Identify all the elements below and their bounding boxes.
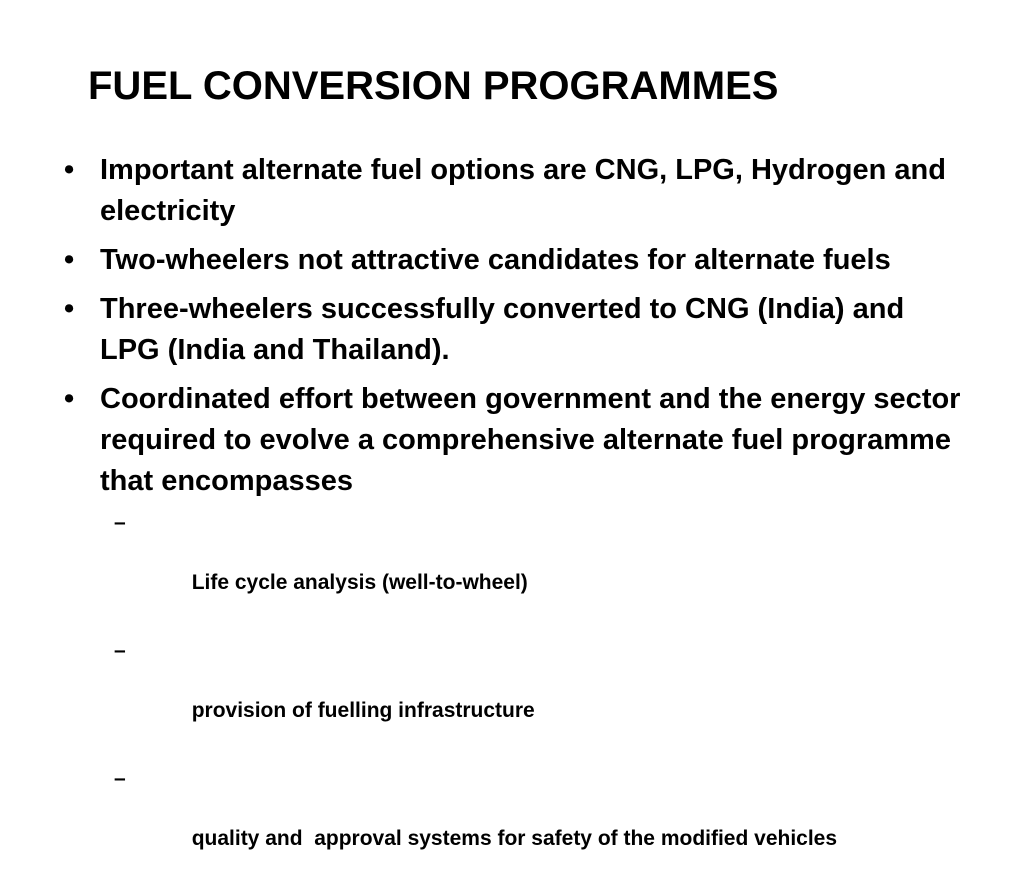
bullet-text: Important alternate fuel options are CNG, LPG, Hydrogen and electricity (100, 154, 946, 227)
sub-bullet-text: Life cycle analysis (well-to-wheel) (191, 571, 528, 594)
sub-bullet-marker: – (114, 639, 126, 662)
sub-bullet-list (62, 508, 962, 884)
bullet-marker: • (64, 383, 75, 415)
sub-bullet-item (62, 764, 962, 884)
bullet-marker: • (64, 293, 75, 325)
bullet-list (62, 150, 962, 892)
sub-bullet-item (62, 636, 962, 756)
bullet-item (62, 240, 962, 281)
slide-title: FUEL CONVERSION PROGRAMMES (88, 64, 779, 108)
sub-bullet-text: quality and approval systems for safety of the modified vehicles (191, 827, 838, 850)
sub-bullet-marker: – (114, 767, 126, 790)
bullet-text: Two-wheelers not attractive candidates for alternate fuels (100, 244, 891, 276)
bullet-item (62, 289, 962, 371)
bullet-item (62, 150, 962, 232)
sub-bullet-item (62, 508, 962, 628)
sub-bullet-marker: – (114, 511, 126, 534)
bullet-text: Coordinated effort between government and the energy sector required to evolve a comprehensive alternate fuel programme that encompasses (100, 383, 961, 497)
sub-bullet-text: provision of fuelling infrastructure (191, 699, 535, 722)
bullet-marker: • (64, 154, 75, 186)
bullet-marker: • (64, 244, 75, 276)
bullet-item (62, 379, 962, 502)
bullet-text: Three-wheelers successfully converted to CNG (India) and LPG (India and Thailand). (100, 293, 905, 366)
